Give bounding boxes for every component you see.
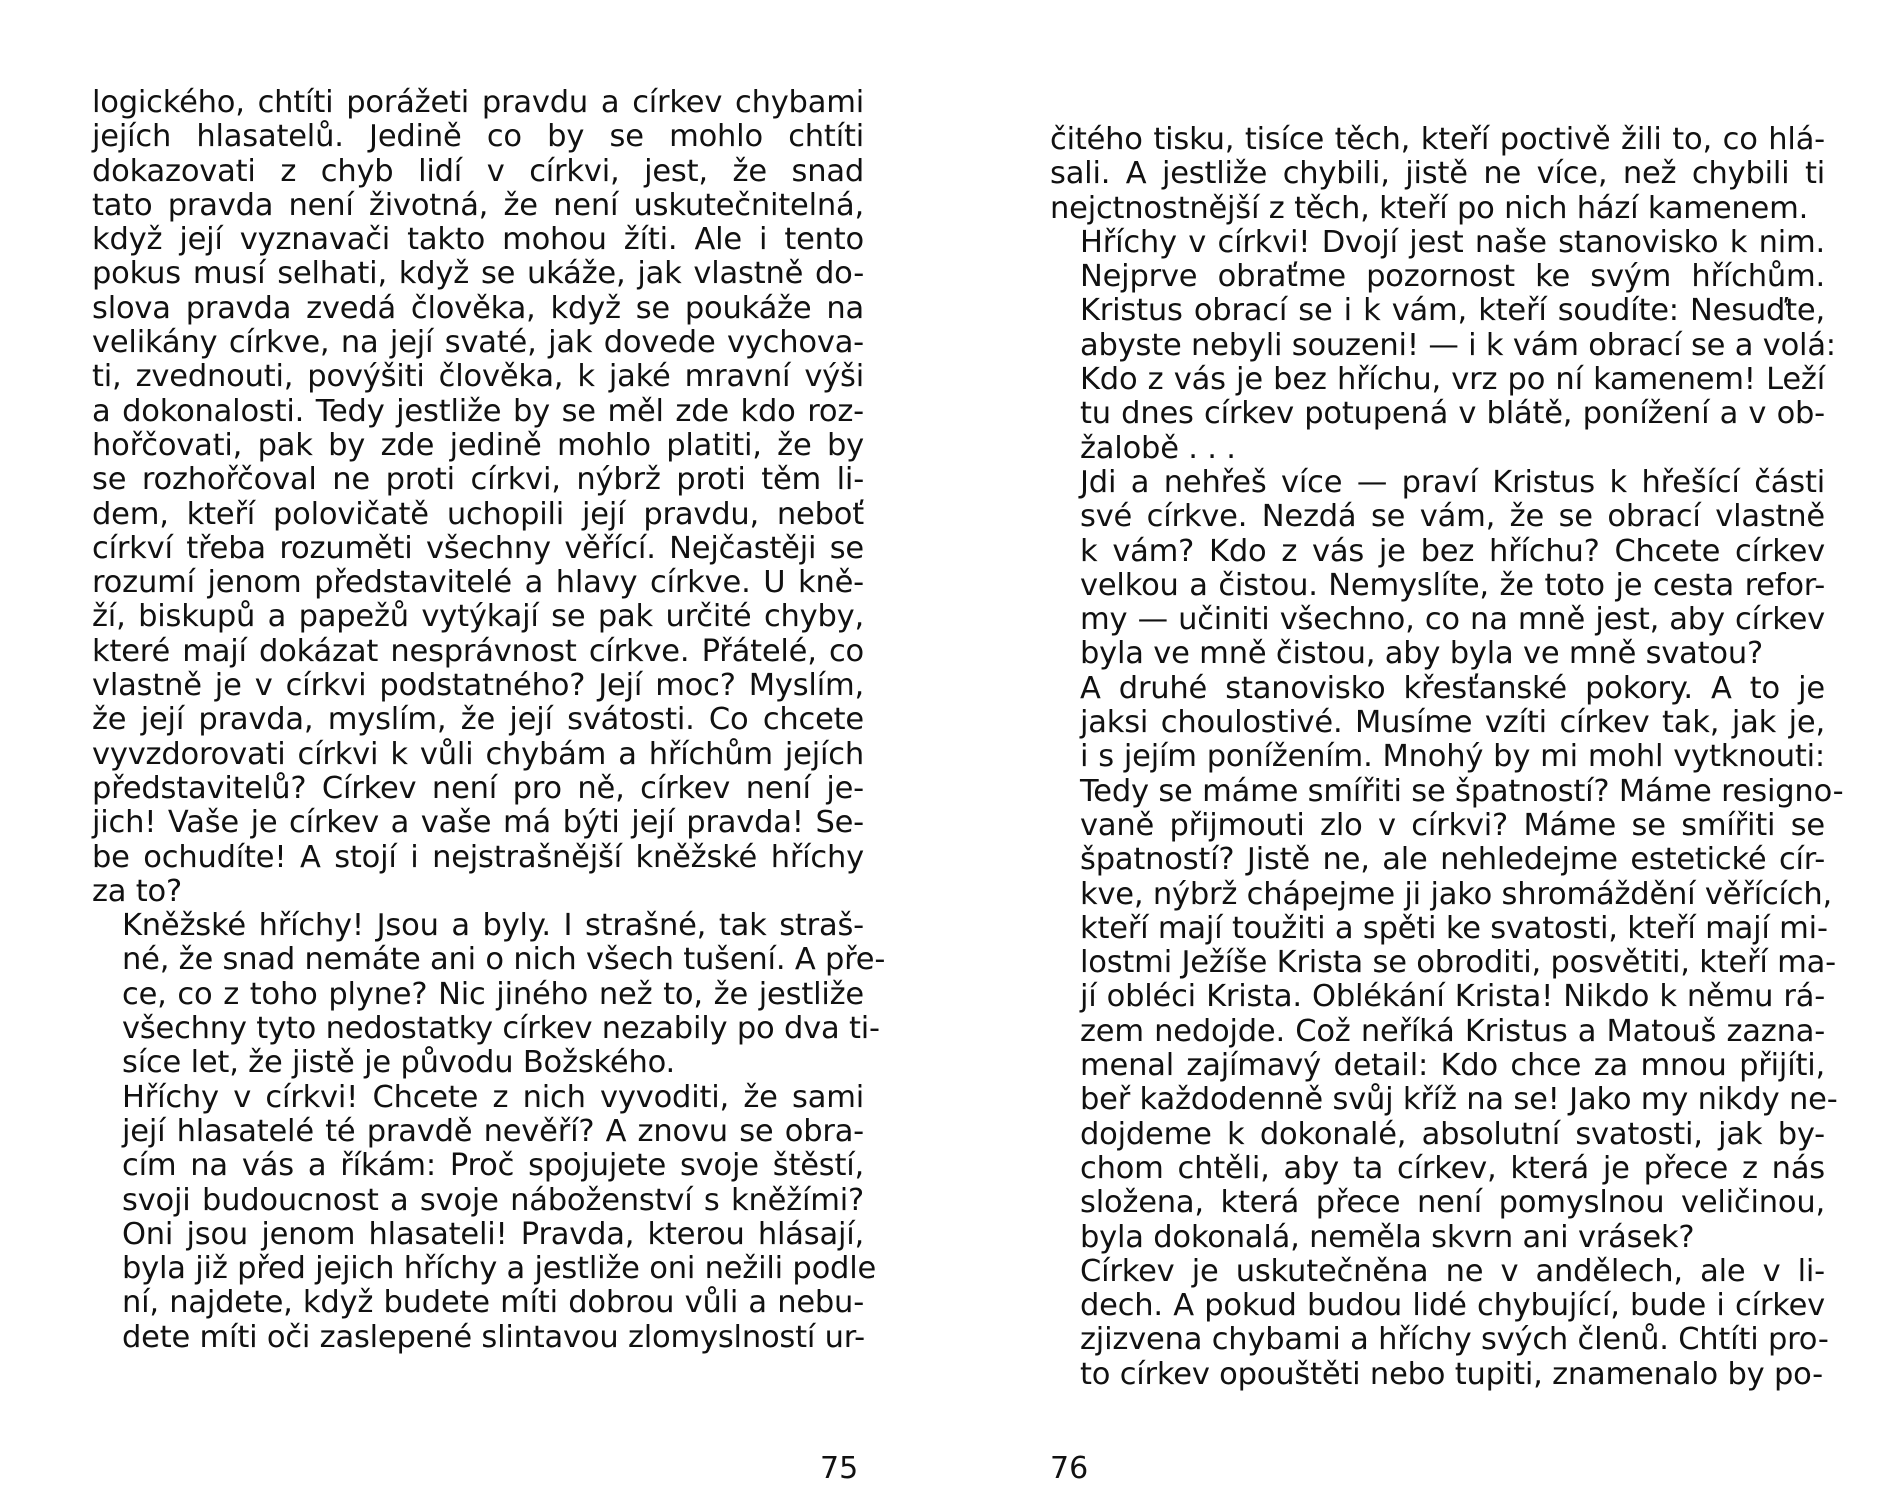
text-line: Kdo z vás je bez hříchu, vrz po ní kamenem! Leží [1080, 362, 1825, 398]
text-line: beř každodenně svůj kříž na se! Jako my nikdy ne- [1080, 1082, 1838, 1118]
text-line: kteří mají toužiti a spěti ke svatosti, kteří mají mi- [1080, 910, 1828, 946]
text-line: nejctnostnější z těch, kteří po nich hází kamenem. [1050, 190, 1809, 226]
text-line: se rozhořčoval ne proti církvi, nýbrž proti těm li- [92, 462, 864, 498]
text-line: velikány církve, na její svaté, jak dovede vychova- [92, 325, 864, 361]
text-line: logického, chtíti porážeti pravdu a církev chybami [92, 85, 864, 120]
text-line: když její vyznavači takto mohou žíti. Ale i tento [92, 222, 864, 258]
paragraph [1050, 224, 1836, 466]
text-line: špatností? Jistě ne, ale nehledejme estetické cír- [1080, 842, 1825, 878]
text-line: my — učiniti všechno, co na mně jest, aby církev [1080, 602, 1825, 638]
text-line: k vám? Kdo z vás je bez hříchu? Chcete církev [1080, 533, 1825, 569]
right-page [945, 0, 1890, 1500]
paragraph [1050, 670, 1844, 1255]
text-line: byla dokonalá, neměla skvrn ani vrásek? [1080, 1219, 1695, 1255]
text-line: složena, která přece není pomyslnou veličinou, [1080, 1185, 1825, 1221]
text-line: síce let, že jistě je původu Božského. [122, 1045, 676, 1081]
text-line: Hříchy v církvi! Dvojí jest naše stanovisko k nim. [1080, 224, 1825, 260]
text-line: byla již před jejich hříchy a jestliže oni nežili podle [122, 1251, 877, 1287]
text-line: Církev je uskutečněna ne v andělech, ale v li- [1080, 1253, 1825, 1289]
text-line: Kristus obrací se i k vám, kteří soudíte: Nesuďte, [1080, 293, 1825, 329]
text-line: sali. A jestliže chybili, jistě ne více, než chybili ti [1050, 156, 1825, 192]
text-line: ní, najdete, když budete míti dobrou vůli a nebu- [122, 1285, 864, 1321]
text-line: pokus musí selhati, když se ukáže, jak vlastně do- [92, 256, 864, 292]
right-page-text [1050, 122, 1844, 1392]
text-line: svoji budoucnost a svoje náboženství s kněžími? [122, 1182, 864, 1218]
text-line: vlastně je v církvi podstatného? Její moc? Myslím, [92, 668, 864, 704]
text-line: všechny tyto nedostatky církev nezabily po dva ti- [122, 1011, 880, 1047]
text-line: cím na vás a říkám: Proč spojujete svoje štěstí, [122, 1148, 864, 1184]
text-line: Tedy se máme smířiti se špatností? Máme resigno- [1080, 773, 1844, 809]
page-number-right: 76 [1050, 1451, 1089, 1486]
text-line: zem nedojde. Což neříká Kristus a Matouš zazna- [1080, 1013, 1825, 1049]
text-line: tu dnes církev potupená v blátě, ponížení a v ob- [1080, 396, 1825, 432]
page-number-left: 75 [820, 1451, 859, 1486]
text-line: církví třeba rozuměti všechny věřící. Nejčastěji se [92, 530, 864, 566]
text-line: Kněžské hříchy! Jsou a byly. I strašné, tak straš- [122, 908, 864, 944]
text-line: žalobě . . . [1080, 430, 1236, 466]
text-line: jaksi choulostivé. Musíme vzíti církev tak, jak je, [1080, 705, 1825, 741]
text-line: vaně přijmouti zlo v církvi? Máme se smířiti se [1080, 807, 1825, 843]
text-line: slova pravda zvedá člověka, když se poukáže na [92, 290, 864, 326]
text-line: dojdeme k dokonalé, absolutní svatosti, jak by- [1080, 1116, 1825, 1152]
text-line: že její pravda, myslím, že její svátosti. Co chcete [92, 702, 864, 738]
text-line: její hlasatelé té pravdě nevěří? A znovu se obra- [122, 1113, 864, 1149]
text-line: né, že snad nemáte ani o nich všech tušení. A pře- [122, 942, 886, 978]
text-line: ce, co z toho plyne? Nic jiného než to, že jestliže [122, 976, 864, 1012]
paragraph [1050, 1253, 1829, 1392]
text-line: i s jejím ponížením. Mnohý by mi mohl vytknouti: [1080, 739, 1825, 775]
paragraph [1050, 466, 1825, 672]
paragraph [92, 908, 886, 1081]
text-line: Oni jsou jenom hlasateli! Pravda, kterou hlásají, [122, 1216, 864, 1252]
text-line: tato pravda není životná, že není uskutečnitelná, [92, 187, 864, 223]
text-line: velkou a čistou. Nemyslíte, že toto je cesta refor- [1080, 567, 1825, 603]
text-line: představitelů? Církev není pro ně, církev není je- [92, 770, 864, 806]
left-page-text [92, 85, 886, 1355]
text-line: jí obléci Krista. Oblékání Krista! Nikdo k němu rá- [1080, 979, 1825, 1015]
text-line: byla ve mně čistou, aby byla ve mně svatou? [1080, 636, 1763, 672]
text-line: be ochudíte! A stojí i nejstrašnější kněžské hříchy [92, 839, 864, 875]
text-line: dem, kteří polovičatě uchopili její pravdu, neboť [92, 496, 864, 532]
text-line: Jdi a nehřeš více — praví Kristus k hřešící části [1080, 464, 1825, 500]
text-line: lostmi Ježíše Krista se obroditi, posvětiti, kteří ma- [1080, 945, 1836, 981]
paragraph [92, 1079, 877, 1355]
paragraph [92, 86, 864, 909]
text-line: hořčovati, pak by zde jedině mohlo platiti, že by [92, 427, 864, 463]
text-line: ti, zvednouti, povýšiti člověka, k jaké mravní výši [92, 359, 864, 395]
text-line: abyste nebyli souzeni! — i k vám obrací se a volá: [1080, 327, 1836, 363]
text-line: které mají dokázat nesprávnost církve. Přátelé, co [92, 633, 864, 669]
text-line: vyvzdorovati církvi k vůli chybám a hříchům jejích [92, 736, 864, 772]
text-line: za to? [92, 873, 183, 909]
text-line: dech. A pokud budou lidé chybující, bude i církev [1080, 1288, 1825, 1324]
text-line: A druhé stanovisko křesťanské pokory. A to je [1080, 670, 1825, 706]
text-line: jejích hlasatelů. Jedině co by se mohlo chtíti [92, 119, 864, 155]
text-line: a dokonalosti. Tedy jestliže by se měl zde kdo roz- [92, 393, 864, 429]
text-line: chom chtěli, aby ta církev, která je přece z nás [1080, 1150, 1825, 1186]
text-line: své církve. Nezdá se vám, že se obrací vlastně [1080, 499, 1825, 535]
paragraph [1050, 123, 1825, 226]
text-line: Hříchy v církvi! Chcete z nich vyvoditi, že sami [122, 1079, 864, 1115]
text-line: čitého tisku, tisíce těch, kteří poctivě žili to, co hlá- [1050, 122, 1825, 157]
text-line: dokazovati z chyb lidí v církvi, jest, že snad [92, 153, 864, 189]
text-line: zjizvena chybami a hříchy svých členů. Chtíti pro- [1080, 1322, 1829, 1358]
text-line: dete míti oči zaslepené slintavou zlomyslností ur- [122, 1319, 865, 1355]
text-line: to církev opouštěti nebo tupiti, znamenalo by po- [1080, 1356, 1823, 1392]
text-line: Nejprve obraťme pozornost ke svým hříchům. [1080, 259, 1825, 295]
text-line: menal zajímavý detail: Kdo chce za mnou přijíti, [1080, 1048, 1825, 1084]
text-line: rozumí jenom představitelé a hlavy církve. U kně- [92, 565, 864, 601]
text-line: jich! Vaše je církev a vaše má býti její pravda! Se- [92, 805, 864, 841]
text-line: kve, nýbrž chápejme ji jako shromáždění věřících, [1080, 876, 1833, 912]
text-line: ží, biskupů a papežů vytýkají se pak určité chyby, [92, 599, 864, 635]
